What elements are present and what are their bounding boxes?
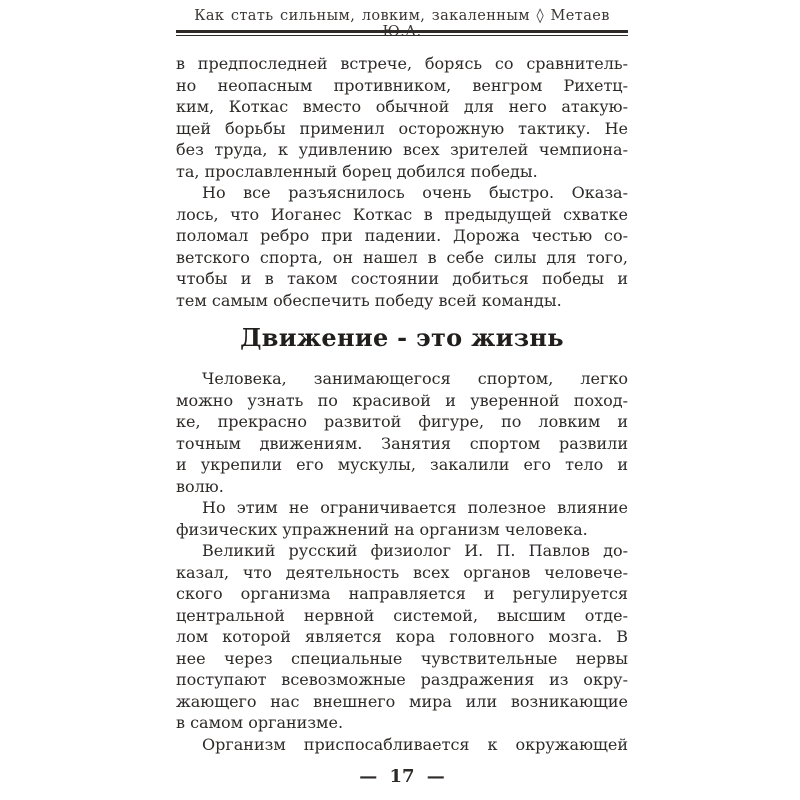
paragraph xyxy=(176,734,628,756)
text-line: щей борьбы применил осторожную тактику. Не xyxy=(176,118,628,138)
paragraph xyxy=(176,540,628,734)
text-line: точным движениям. Занятия спортом развили xyxy=(176,433,628,453)
text-line: ветского спорта, он нашел в себе силы для того, xyxy=(176,247,628,267)
text-line: лом которой является кора головного мозга. В xyxy=(176,627,628,646)
text-line: лось, что Иоганес Коткас в предыдущей схватке xyxy=(176,204,628,224)
section-heading: Движение - это жизнь xyxy=(240,323,564,352)
text-line: ке, прекрасно развитой фигуре, по ловким и xyxy=(176,412,628,431)
text-line: казал, что деятельность всех органов человече- xyxy=(176,562,628,582)
text-line: ского организма направляется и регулируется xyxy=(176,584,628,603)
text-line: центральной нервной системой, высшим отде- xyxy=(176,605,628,625)
text-line: поломал ребро при падении. Дорожа честью со- xyxy=(176,226,628,245)
text-line: Человека, занимающегося спортом, легко xyxy=(202,369,628,388)
text-line: но неопасным противником, венгром Рихетц- xyxy=(176,75,628,95)
text-line: волю. xyxy=(176,476,224,496)
page-body xyxy=(176,53,628,755)
text-line: нее через специальные чувствительные нервы xyxy=(176,648,628,668)
paragraph xyxy=(176,497,628,540)
text-line: чтобы и в таком состоянии добиться победы и xyxy=(176,269,628,288)
text-line: Великий русский физиолог И. П. Павлов до- xyxy=(202,541,628,560)
text-line: без труда, к удивлению всех зрителей чемпиона- xyxy=(176,140,628,159)
page-number: — 17 — xyxy=(359,766,445,787)
text-line: Но все разъяснилось очень быстро. Оказа- xyxy=(202,183,628,202)
paragraph xyxy=(176,53,628,182)
text-line: физических упражнений на организм человека. xyxy=(176,519,588,539)
text-line: в предпоследней встрече, борясь со сравнитель- xyxy=(176,54,628,73)
text-line: Но этим не ограничивается полезное влияние xyxy=(202,498,628,517)
text-line: можно узнать по красивой и уверенной поход- xyxy=(176,390,628,410)
paragraph xyxy=(176,368,628,497)
text-line: поступают всевозможные раздражения из окру- xyxy=(176,670,628,689)
text-line: та, прославленный борец добился победы. xyxy=(176,161,538,181)
running-head: Как стать сильным, ловким, закаленным ◊ Метаев Ю.А. xyxy=(194,8,610,40)
text-line: жающего нас внешнего мира или возникающие xyxy=(176,691,628,711)
header-divider xyxy=(176,30,628,36)
text-line: тем самым обеспечить победу всей команды. xyxy=(176,290,562,310)
text-line: в самом организме. xyxy=(176,713,344,732)
text-line: и укрепили его мускулы, закалили его тело и xyxy=(176,455,628,474)
text-line: Организм приспосабливается к окружающей xyxy=(202,734,628,754)
paragraph xyxy=(176,182,628,311)
text-line: ким, Коткас вместо обычной для него атакую- xyxy=(176,97,628,116)
